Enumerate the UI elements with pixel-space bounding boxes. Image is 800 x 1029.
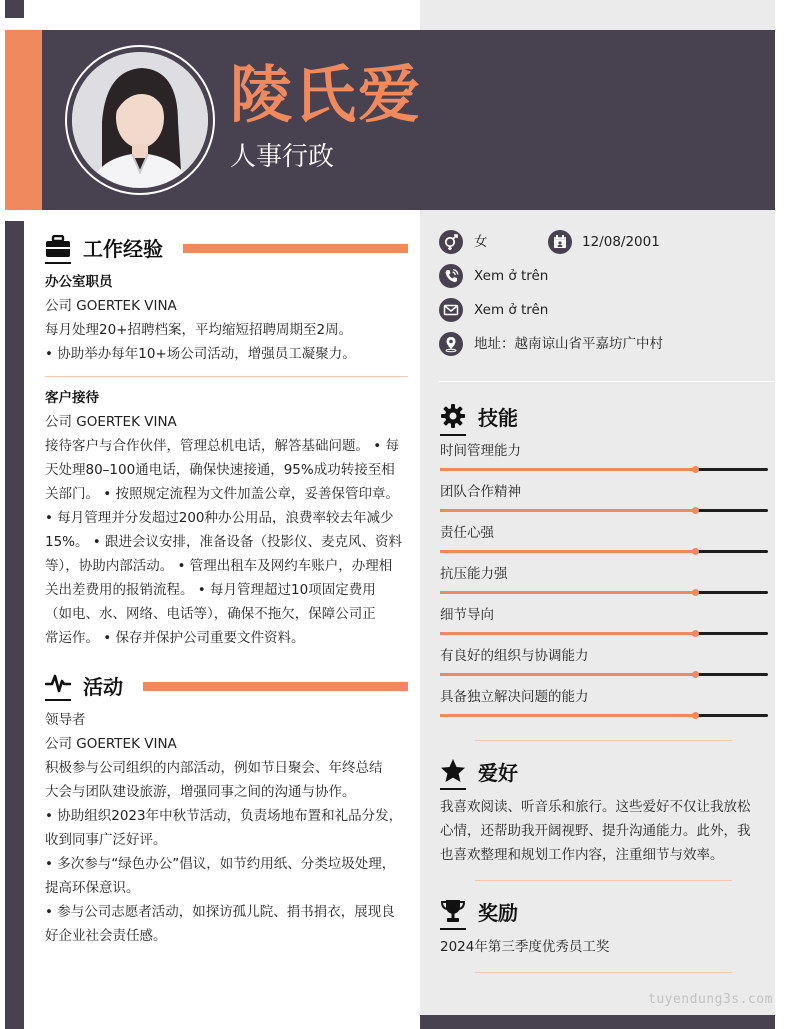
phone-value[interactable]: Xem ở trên — [474, 268, 549, 284]
contact-divider — [439, 381, 775, 382]
section-divider — [475, 972, 732, 973]
job-description-line: 关部门。 • 按照规定流程为文件加盖公章，妥善保管印章。 — [45, 486, 400, 502]
job-description-line: • 协助举办每年10+场公司活动，增强员工凝聚力。 — [45, 346, 356, 362]
candidate-name: 陵氏爱 — [230, 58, 423, 131]
header-accent-strip — [5, 30, 42, 210]
activity-role: 领导者 — [45, 712, 86, 728]
activity-line: 好企业社会责任感。 — [45, 928, 167, 944]
activity-line: 提高环保意识。 — [45, 880, 140, 896]
gender-value: 女 — [474, 234, 488, 250]
awards-section-title: 奖励 — [478, 901, 518, 925]
section-underline — [45, 262, 71, 264]
skill-level-fill — [440, 714, 696, 717]
birthdate-value: 12/08/2001 — [582, 234, 660, 250]
gender-icon — [439, 230, 463, 254]
top-decor-tab — [5, 0, 24, 18]
skill-level-fill — [440, 509, 696, 512]
skill-label: 时间管理能力 — [440, 443, 521, 459]
activity-line: 积极参与公司组织的内部活动，例如节日聚会、年终总结 — [45, 760, 383, 776]
activity-company: 公司 GOERTEK VINA — [45, 736, 177, 752]
skill-level-handle — [692, 589, 699, 596]
section-divider — [475, 880, 732, 881]
calendar-icon — [548, 230, 572, 254]
activity-line: 大会与团队建设旅游，增强同事之间的沟通与协作。 — [45, 784, 356, 800]
heartbeat-icon — [45, 673, 71, 693]
section-underline — [440, 928, 466, 930]
job-position: 客户接待 — [45, 390, 99, 406]
job-description-line: 常运作。 • 保存并保护公司重要文件资料。 — [45, 630, 305, 646]
gear-icon — [440, 403, 466, 429]
skill-level-fill — [440, 468, 696, 471]
job-description-line: 15%。 • 跟进会议安排，准备设备（投影仪、麦克风、资料 — [45, 534, 403, 550]
bottom-decor-bar — [420, 1015, 775, 1029]
skill-label: 抗压能力强 — [440, 566, 508, 582]
hobbies-section-title: 爱好 — [478, 761, 518, 785]
watermark: tuyendung3s.com — [648, 992, 773, 1007]
left-decor-bar — [5, 221, 24, 1029]
skill-level-handle — [692, 466, 699, 473]
job-description-line: 等），协助内部活动。 • 管理出租车及网约车账户，办理相 — [45, 558, 393, 574]
trophy-icon — [440, 898, 466, 924]
hobbies-line: 也喜欢整理和规划工作内容，注重细节与效率。 — [440, 847, 724, 863]
section-title-bar — [183, 244, 408, 253]
work-section-title: 工作经验 — [83, 237, 163, 261]
activity-line: • 参与公司志愿者活动，如探访孤儿院、捐书捐衣，展现良 — [45, 904, 395, 920]
award-item: 2024年第三季度优秀员工奖 — [440, 939, 610, 955]
skill-level-handle — [692, 630, 699, 637]
star-icon — [440, 758, 466, 784]
section-divider — [475, 740, 732, 741]
skill-label: 细节导向 — [440, 607, 494, 623]
activity-line: 收到同事广泛好评。 — [45, 832, 167, 848]
skill-label: 责任心强 — [440, 525, 494, 541]
candidate-role: 人事行政 — [230, 142, 335, 172]
skills-section-title: 技能 — [478, 406, 518, 430]
skill-level-handle — [692, 507, 699, 514]
skill-level-handle — [692, 712, 699, 719]
job-company: 公司 GOERTEK VINA — [45, 298, 177, 314]
job-description-line: 接待客户与合作伙伴，管理总机电话，解答基础问题。 • 每 — [45, 438, 400, 454]
skill-level-fill — [440, 673, 696, 676]
job-position: 办公室职员 — [45, 274, 113, 290]
email-value[interactable]: Xem ở trên — [474, 302, 549, 318]
job-description-line: • 每月管理并分发超过200种办公用品，浪费率较去年减少 — [45, 510, 394, 526]
skill-label: 具备独立解决问题的能力 — [440, 689, 589, 705]
address-value: 地址：越南谅山省平嘉坊广中村 — [474, 336, 663, 352]
skill-label: 有良好的组织与协调能力 — [440, 648, 589, 664]
location-pin-icon — [439, 332, 463, 356]
skill-level-handle — [692, 548, 699, 555]
hobbies-line: 心情，还帮助我开阔视野、提升沟通能力。此外，我 — [440, 823, 751, 839]
skill-level-fill — [440, 591, 696, 594]
activity-line: • 协助组织2023年中秋节活动，负责场地布置和礼品分发， — [45, 808, 403, 824]
mail-icon — [439, 298, 463, 322]
section-title-bar — [143, 682, 408, 691]
activity-line: • 多次参与“绿色办公”倡议，如节约用纸、分类垃圾处理， — [45, 856, 396, 872]
hobbies-line: 我喜欢阅读、听音乐和旅行。这些爱好不仅让我放松 — [440, 799, 751, 815]
avatar — [72, 52, 208, 188]
briefcase-icon — [45, 235, 71, 259]
entry-divider — [45, 376, 408, 377]
skill-level-fill — [440, 550, 696, 553]
job-description-line: 每月处理20+招聘档案，平均缩短招聘周期至2周。 — [45, 322, 353, 338]
job-description-line: 天处理80–100通电话，确保快速接通，95%成功转接至相 — [45, 462, 395, 478]
skill-level-fill — [440, 632, 696, 635]
section-underline — [45, 699, 71, 701]
job-company: 公司 GOERTEK VINA — [45, 414, 177, 430]
skill-level-handle — [692, 671, 699, 678]
section-underline — [440, 788, 466, 790]
activity-section-title: 活动 — [83, 675, 123, 699]
phone-icon — [439, 264, 463, 288]
section-underline — [440, 434, 466, 436]
job-description-line: （如电、水、网络、电话等），确保不拖欠，保障公司正 — [45, 606, 376, 622]
skill-label: 团队合作精神 — [440, 484, 521, 500]
job-description-line: 关出差费用的报销流程。 • 每月管理超过10项固定费用 — [45, 582, 376, 598]
